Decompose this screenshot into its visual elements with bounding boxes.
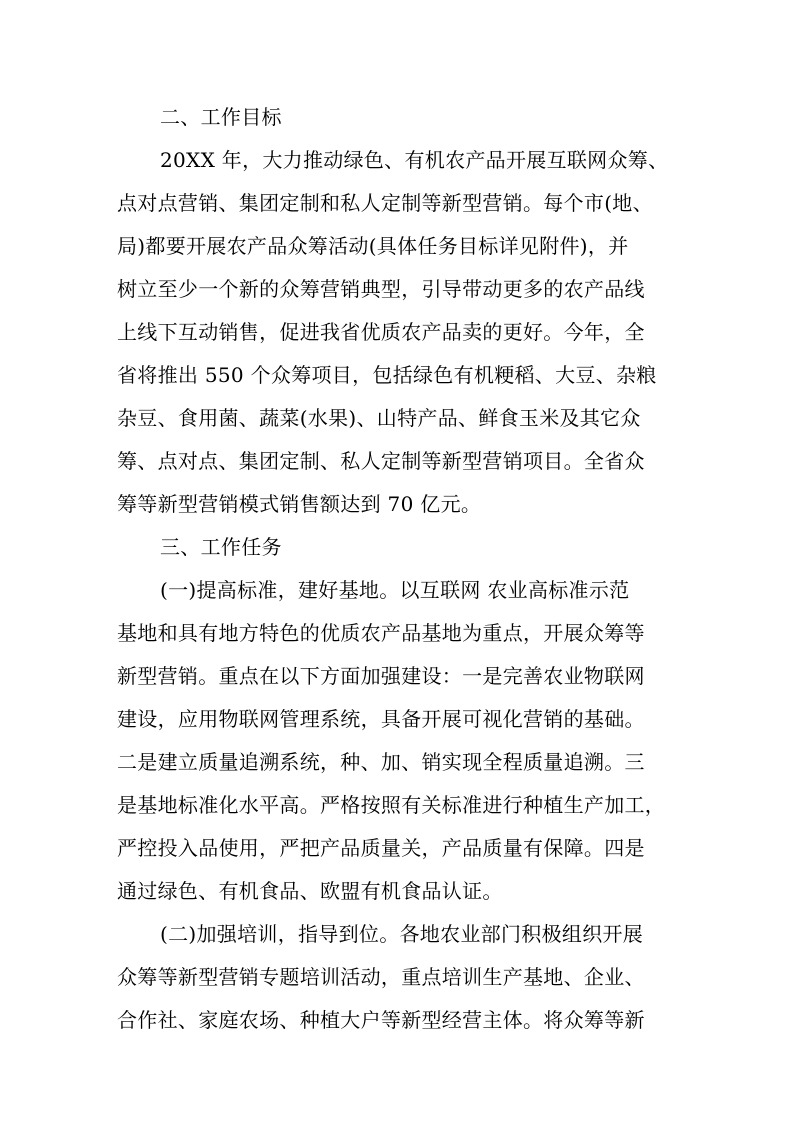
paragraph-line: (一)提高标准，建好基地。以互联网 农业高标准示范	[160, 578, 630, 602]
paragraph-line: 树立至少一个新的众筹营销典型，引导带动更多的农产品线	[117, 277, 645, 301]
section-heading-work-tasks: 三、工作任务	[160, 535, 282, 559]
paragraph-line: 建设，应用物联网管理系统，具备开展可视化营销的基础。	[117, 707, 645, 731]
paragraph-line: 众筹等新型营销专题培训活动，重点培训生产基地、企业、	[117, 965, 645, 989]
paragraph-line: 杂豆、食用菌、蔬菜(水果)、山特产品、鲜食玉米及其它众	[117, 406, 641, 430]
paragraph-line: 二是建立质量追溯系统，种、加、销实现全程质量追溯。三	[117, 750, 645, 774]
paragraph-line: 20XX 年，大力推动绿色、有机农产品开展互联网众筹、	[160, 148, 669, 172]
paragraph-line: 合作社、家庭农场、种植大户等新型经营主体。将众筹等新	[117, 1008, 645, 1032]
paragraph-line: 新型营销。重点在以下方面加强建设：一是完善农业物联网	[117, 664, 645, 688]
paragraph-line: 是基地标准化水平高。严格按照有关标准进行种植生产加工，	[117, 793, 666, 817]
paragraph-line: 上线下互动销售，促进我省优质农产品卖的更好。今年，全	[117, 320, 645, 344]
section-heading-work-goals: 二、工作目标	[160, 105, 282, 129]
paragraph-line: (二)加强培训，指导到位。各地农业部门积极组织开展	[160, 922, 644, 946]
paragraph-line: 省将推出 550 个众筹项目，包括绿色有机粳稻、大豆、杂粮	[117, 363, 657, 387]
paragraph-line: 通过绿色、有机食品、欧盟有机食品认证。	[117, 879, 503, 903]
paragraph-line: 局)都要开展农产品众筹活动(具体任务目标详见附件)，并	[117, 234, 629, 258]
paragraph-line: 点对点营销、集团定制和私人定制等新型营销。每个市(地、	[117, 191, 653, 215]
paragraph-line: 筹、点对点、集团定制、私人定制等新型营销项目。全省众	[117, 449, 645, 473]
paragraph-line: 筹等新型营销模式销售额达到 70 亿元。	[117, 492, 482, 516]
paragraph-line: 严控投入品使用，严把产品质量关，产品质量有保障。四是	[117, 836, 645, 860]
paragraph-line: 基地和具有地方特色的优质农产品基地为重点，开展众筹等	[117, 621, 645, 645]
